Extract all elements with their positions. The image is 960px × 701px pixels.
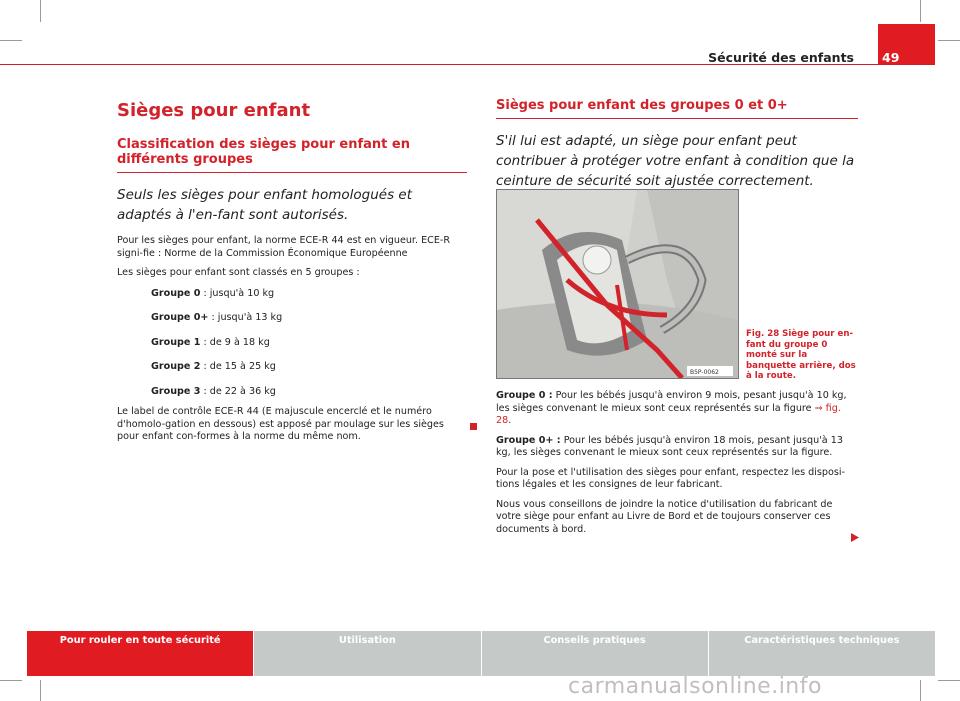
subsection-title: Sièges pour enfant des groupes 0 et 0+	[496, 98, 858, 119]
child-seat-figure	[496, 189, 739, 379]
group-item	[117, 312, 467, 325]
group-weight: : de 15 à 25 kg	[200, 361, 276, 372]
paragraph	[496, 390, 858, 428]
group-item	[117, 386, 467, 399]
crop-mark	[938, 680, 960, 681]
crop-mark	[920, 680, 921, 701]
figure-caption: Fig. 28 Siège pour en-fant du groupe 0 monté sur la banquette arrière, dos à la route.	[746, 329, 856, 381]
group-label: Groupe 1	[151, 336, 201, 348]
group-label: Groupe 3	[151, 385, 201, 397]
paragraph: Pour la pose et l'utilisation des sièges pour enfant, respectez les disposi-tions légales et les consignes de leur fabricant.	[496, 466, 846, 490]
group-label: Groupe 0+ :	[496, 434, 561, 446]
group-item	[117, 288, 467, 301]
left-column	[117, 100, 467, 444]
group-item	[117, 361, 467, 374]
section-tabs	[27, 631, 935, 676]
group-label: Groupe 0 :	[496, 390, 553, 401]
crop-mark	[0, 680, 22, 681]
paragraph: Le label de contrôle ECE-R 44 (E majuscule encerclé et le numéro d'homolo-gation en dessous) est apposé par moulage sur les sièges pour enfant con-formes à la norme du même nom.	[117, 406, 444, 442]
section-title: Sièges pour enfant	[117, 100, 311, 121]
crop-mark	[40, 0, 41, 22]
group-weight: : de 9 à 18 kg	[200, 336, 270, 348]
tab-pour-rouler[interactable]: Pour rouler en toute sécurité	[27, 631, 254, 676]
paragraph-text: Pour les bébés jusqu'à environ 18 mois, pesant jusqu'à 13 kg, les sièges convenant le mieux sont ceux représentés sur la figure.	[496, 434, 843, 458]
section-end-mark	[470, 423, 477, 430]
watermark: carmanualsonline.info	[568, 674, 822, 699]
tab-utilisation[interactable]: Utilisation	[254, 631, 481, 676]
paragraph-text: Pour les bébés jusqu'à environ 9 mois, pesant jusqu'à 10 kg, les sièges convenant le mieux sont ceux représentés sur la figure	[496, 390, 847, 414]
continue-arrow-icon	[851, 533, 859, 542]
lead-text: S'il lui est adapté, un siège pour enfant peut contribuer à protéger votre enfant à condition que la ceinture de sécurité soit ajustée correctement.	[496, 133, 855, 189]
header-title: Sécurité des enfants	[708, 50, 854, 65]
child-seat-illustration	[497, 190, 738, 378]
paragraph: Pour les sièges pour enfant, la norme ECE-R 44 est en vigueur. ECE-R signi-fie : Norme de la Commission Économique Européenne	[117, 235, 451, 259]
crop-mark	[0, 40, 22, 41]
page-number: 49	[882, 50, 900, 65]
paragraph: Nous vous conseillons de joindre la notice d'utilisation du fabricant de votre siège pour enfant au Livre de Bord et de toujours conserver ces documents à bord.	[496, 498, 833, 535]
tab-conseils-pratiques[interactable]: Conseils pratiques	[482, 631, 709, 676]
lead-text: Seuls les sièges pour enfant homologués et adaptés à l'en-fant sont autorisés.	[117, 187, 413, 223]
figure-code: B5P-0062	[690, 369, 719, 376]
subsection-title: Classification des sièges pour enfant en différents groupes	[117, 137, 467, 173]
right-body	[496, 390, 858, 536]
crop-mark	[920, 0, 921, 22]
group-label: Groupe 0	[151, 287, 201, 299]
group-label: Groupe 2	[151, 361, 201, 372]
right-column	[496, 98, 858, 191]
paragraph-text: .	[508, 415, 512, 426]
paragraph	[496, 435, 858, 460]
tab-caracteristiques[interactable]: Caractéristiques techniques	[709, 631, 935, 676]
figure-link[interactable]: ⇒ fig. 28	[496, 402, 841, 426]
group-weight: : jusqu'à 10 kg	[200, 287, 275, 299]
crop-mark	[40, 680, 41, 701]
group-weight: : jusqu'à 13 kg	[208, 312, 283, 323]
crop-mark	[938, 40, 960, 41]
paragraph: Les sièges pour enfant sont classés en 5 groupes :	[117, 267, 360, 278]
group-item	[117, 337, 467, 350]
group-label: Groupe 0+	[151, 312, 209, 323]
group-weight: : de 22 à 36 kg	[200, 385, 276, 397]
